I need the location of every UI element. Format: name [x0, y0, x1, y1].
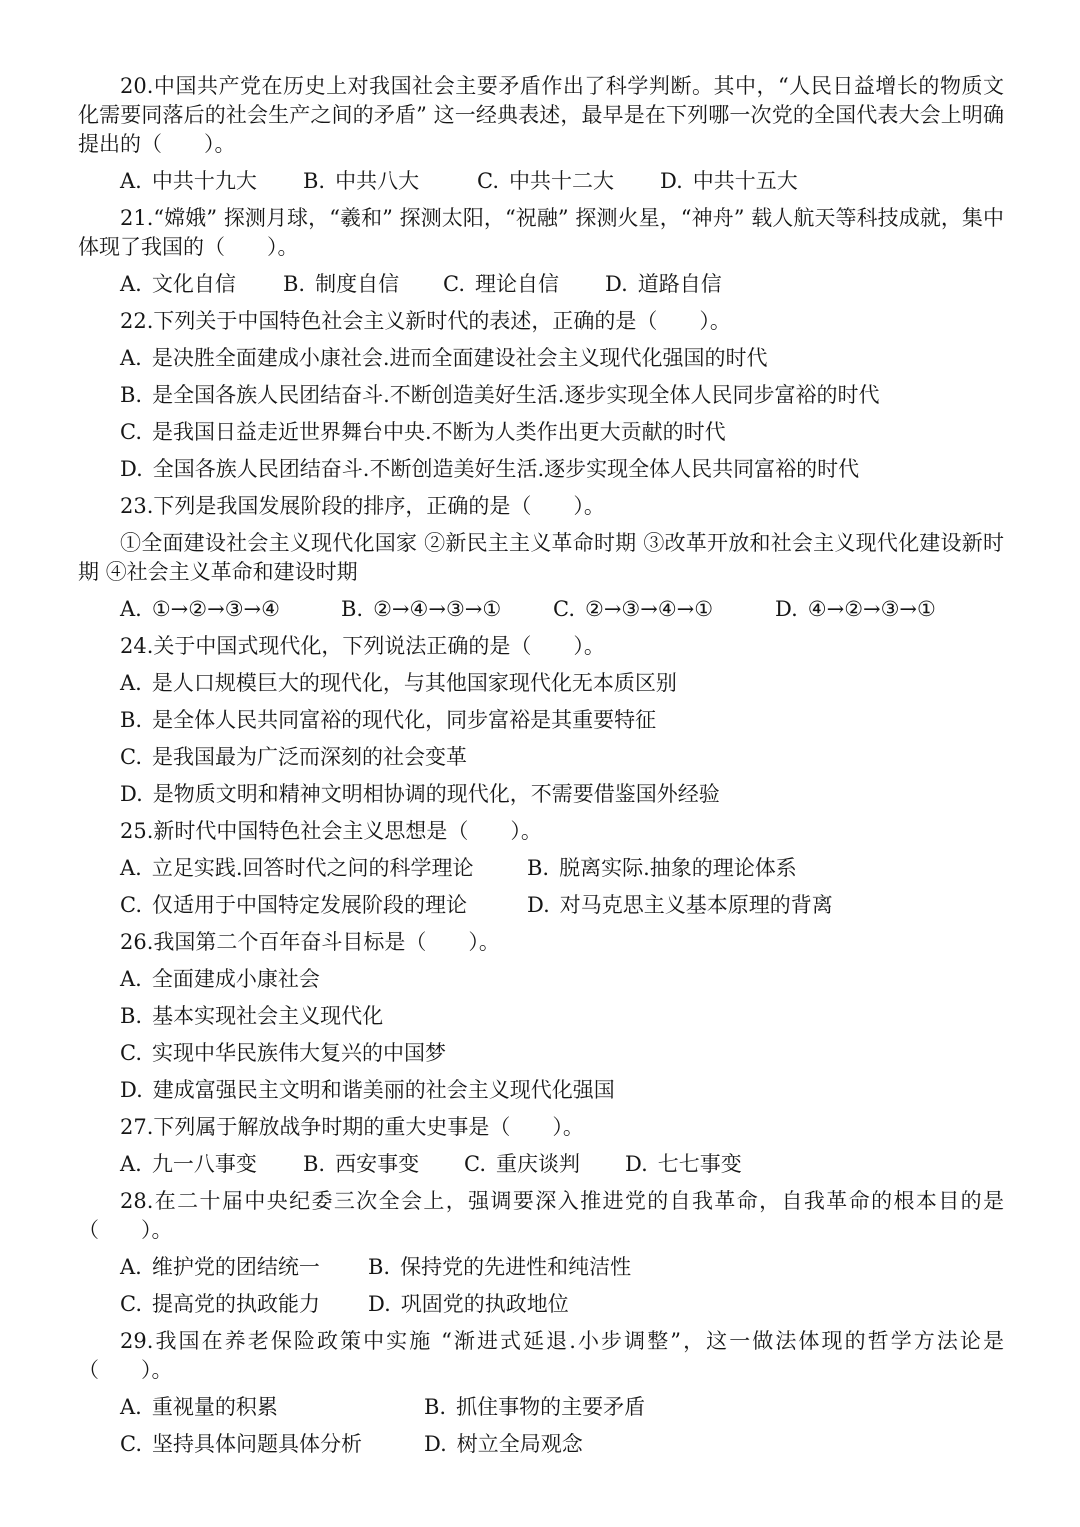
question-26-option-c: [78, 1039, 1004, 1068]
question-text: 中国共产党在历史上对我国社会主要矛盾作出了科学判断。其中，“人民日益增长的物质文化需要同落后的社会生产之间的矛盾” 这一经典表述，最早是在下列哪一次党的全国代表大会上明确提出的（ ）。: [78, 74, 1004, 156]
option-b: [120, 706, 656, 735]
question-29-options-cd: [78, 1430, 1004, 1459]
option-text: 全国各族人民团结奋斗.不断创造美好生活.逐步实现全体人民共同富裕的时代: [152, 457, 860, 481]
option-c: [120, 1290, 368, 1319]
question-number: 23.: [120, 494, 154, 518]
option-text: 是物质文明和精神文明相协调的现代化，不需要借鉴国外经验: [152, 782, 720, 806]
option-text: 是我国日益走近世界舞台中央.不断为人类作出更大贡献的时代: [152, 420, 726, 444]
option-b: [303, 167, 477, 196]
option-c: [120, 418, 726, 447]
option-b: [424, 1393, 645, 1422]
sequence-item: ③改革开放和社会主义现代化建设新时期: [78, 531, 1004, 584]
option-d: [775, 595, 936, 624]
option-d: [120, 455, 859, 484]
question-number: 20.: [120, 74, 154, 98]
option-letter: D.: [625, 1152, 648, 1176]
option-letter: C.: [120, 1041, 142, 1065]
option-text: 是我国最为广泛而深刻的社会变革: [152, 745, 467, 769]
option-letter: C.: [120, 1292, 142, 1316]
option-letter: B.: [341, 597, 364, 621]
question-27-stem: [78, 1113, 1004, 1142]
question-20-options: [78, 167, 1004, 196]
option-text: 树立全局观念: [456, 1432, 583, 1456]
option-letter: A.: [120, 967, 142, 991]
question-28-options-ab: [78, 1253, 1004, 1282]
option-c: [120, 743, 467, 772]
option-text: 中共十五大: [692, 169, 798, 193]
option-text: 七七事变: [657, 1152, 742, 1176]
question-29-stem: [78, 1327, 1004, 1385]
option-text: 坚持具体问题具体分析: [152, 1432, 362, 1456]
option-text: 中共十九大: [151, 169, 257, 193]
option-letter: C.: [120, 745, 142, 769]
option-text: 对马克思主义基本原理的背离: [559, 893, 833, 917]
option-d: [368, 1290, 569, 1319]
option-text: 是全国各族人民团结奋斗.不断创造美好生活.逐步实现全体人民同步富裕的时代: [152, 383, 880, 407]
option-letter: D.: [120, 782, 143, 806]
option-b: [368, 1253, 631, 1282]
option-text: 理论自信: [475, 272, 559, 296]
option-letter: D.: [120, 1078, 143, 1102]
option-a: [120, 854, 527, 883]
question-26-option-b: [78, 1002, 1004, 1031]
option-text: 全面建成小康社会: [151, 967, 320, 991]
option-b: [527, 854, 797, 883]
option-letter: B.: [120, 708, 143, 732]
question-number: 28.: [120, 1189, 154, 1213]
option-text: 是人口规模巨大的现代化，与其他国家现代化无本质区别: [151, 671, 677, 695]
option-letter: D.: [120, 457, 143, 481]
question-number: 24.: [120, 634, 154, 658]
question-26-option-d: [78, 1076, 1004, 1105]
option-text: 九一八事变: [151, 1152, 257, 1176]
option-text: 道路自信: [637, 272, 722, 296]
question-text: 我国在养老保险政策中实施 “渐进式延退.小步调整”，这一做法体现的哲学方法论是（ ）。: [78, 1329, 1004, 1382]
option-b: [341, 595, 553, 624]
option-letter: A.: [120, 1255, 142, 1279]
question-24-option-a: [78, 669, 1004, 698]
option-letter: D.: [775, 597, 798, 621]
option-letter: C.: [464, 1152, 486, 1176]
option-text: 巩固党的执政地位: [400, 1292, 569, 1316]
question-text: “嫦娥” 探测月球，“羲和” 探测太阳，“祝融” 探测火星，“神舟” 载人航天等科技成就，集中体现了我国的（ ）。: [78, 206, 1004, 259]
option-text: 是决胜全面建成小康社会.进而全面建设社会主义现代化强国的时代: [151, 346, 768, 370]
question-24-option-d: [78, 780, 1004, 809]
question-23-sequence-items: [78, 529, 1004, 587]
option-text: 维护党的团结统一: [151, 1255, 320, 1279]
option-text: 提高党的执政能力: [152, 1292, 320, 1316]
option-d: [120, 780, 720, 809]
question-26-stem: [78, 928, 1004, 957]
question-22-option-c: [78, 418, 1004, 447]
option-c: [477, 167, 660, 196]
question-24-stem: [78, 632, 1004, 661]
option-text: 实现中华民族伟大复兴的中国梦: [152, 1041, 446, 1065]
question-23-options: [78, 595, 1004, 624]
question-22-option-b: [78, 381, 1004, 410]
option-b: [303, 1150, 464, 1179]
option-text: ④→②→③→①: [807, 597, 936, 621]
option-d: [424, 1430, 583, 1459]
question-27-options: [78, 1150, 1004, 1179]
option-letter: C.: [477, 169, 499, 193]
question-text: 下列关于中国特色社会主义新时代的表述，正确的是（ ）。: [153, 309, 731, 333]
option-d: [625, 1150, 742, 1179]
question-list: [78, 72, 1004, 1467]
option-b: [283, 270, 443, 299]
question-text: 我国第二个百年奋斗目标是（ ）。: [153, 930, 500, 954]
option-a: [120, 595, 341, 624]
option-letter: A.: [120, 671, 142, 695]
option-text: 文化自信: [151, 272, 236, 296]
option-a: [120, 1150, 303, 1179]
question-22-option-d: [78, 455, 1004, 484]
question-number: 27.: [120, 1115, 154, 1139]
option-text: 抓住事物的主要矛盾: [456, 1395, 646, 1419]
option-text: 西安事变: [335, 1152, 420, 1176]
option-b: [120, 1002, 383, 1031]
option-a: [120, 270, 283, 299]
option-text: ②→④→③→①: [373, 597, 502, 621]
question-text: 下列是我国发展阶段的排序，正确的是（ ）。: [153, 494, 605, 518]
option-c: [443, 270, 605, 299]
option-text: 中共十二大: [509, 169, 614, 193]
option-text: 重庆谈判: [496, 1152, 580, 1176]
option-text: 中共八大: [335, 169, 420, 193]
option-letter: A.: [120, 346, 142, 370]
question-25-options-ab: [78, 854, 1004, 883]
option-letter: C.: [120, 893, 142, 917]
option-text: 制度自信: [315, 272, 400, 296]
option-letter: C.: [553, 597, 575, 621]
option-b: [120, 381, 879, 410]
question-28-stem: [78, 1187, 1004, 1245]
question-text: 下列属于解放战争时期的重大史事是（ ）。: [153, 1115, 584, 1139]
option-text: 是全体人民共同富裕的现代化，同步富裕是其重要特征: [152, 708, 657, 732]
question-22-stem: [78, 307, 1004, 336]
question-number: 26.: [120, 930, 154, 954]
option-letter: A.: [120, 169, 142, 193]
option-c: [464, 1150, 625, 1179]
option-a: [120, 344, 768, 373]
question-28-options-cd: [78, 1290, 1004, 1319]
option-d: [120, 1076, 615, 1105]
option-text: 建成富强民主文明和谐美丽的社会主义现代化强国: [152, 1078, 615, 1102]
option-letter: B.: [527, 856, 550, 880]
option-letter: B.: [120, 1004, 143, 1028]
option-text: 基本实现社会主义现代化: [152, 1004, 384, 1028]
sequence-item: ②新民主主义革命时期: [424, 531, 637, 555]
question-26-option-a: [78, 965, 1004, 994]
sequence-item: ①全面建设社会主义现代化国家: [120, 531, 418, 555]
option-text: 保持党的先进性和纯洁性: [400, 1255, 632, 1279]
option-letter: B.: [283, 272, 306, 296]
question-text: 新时代中国特色社会主义思想是（ ）。: [153, 819, 542, 843]
question-number: 29.: [120, 1329, 154, 1353]
question-20-stem: [78, 72, 1004, 159]
question-text: 关于中国式现代化，下列说法正确的是（ ）。: [153, 634, 605, 658]
option-letter: A.: [120, 597, 142, 621]
option-a: [120, 669, 677, 698]
option-c: [553, 595, 775, 624]
question-number: 21.: [120, 206, 154, 230]
option-a: [120, 1393, 424, 1422]
option-text: ②→③→④→①: [585, 597, 714, 621]
question-29-options-ab: [78, 1393, 1004, 1422]
option-c: [120, 1039, 446, 1068]
option-a: [120, 167, 303, 196]
option-d: [527, 891, 833, 920]
option-letter: A.: [120, 856, 142, 880]
option-a: [120, 965, 320, 994]
sequence-item: ④社会主义革命和建设时期: [105, 560, 358, 584]
option-letter: B.: [120, 383, 143, 407]
question-25-stem: [78, 817, 1004, 846]
question-number: 25.: [120, 819, 154, 843]
option-letter: C.: [120, 420, 142, 444]
option-letter: D.: [527, 893, 550, 917]
option-letter: A.: [120, 1152, 142, 1176]
option-a: [120, 1253, 368, 1282]
option-c: [120, 891, 527, 920]
question-23-stem: [78, 492, 1004, 521]
option-letter: A.: [120, 1395, 142, 1419]
option-letter: D.: [424, 1432, 447, 1456]
question-24-option-c: [78, 743, 1004, 772]
option-letter: C.: [443, 272, 465, 296]
option-text: 脱离实际.抽象的理论体系: [559, 856, 797, 880]
question-25-options-cd: [78, 891, 1004, 920]
question-22-option-a: [78, 344, 1004, 373]
question-text: 在二十届中央纪委三次全会上，强调要深入推进党的自我革命，自我革命的根本目的是（ ）。: [78, 1189, 1004, 1242]
option-letter: B.: [368, 1255, 391, 1279]
option-text: 立足实践.回答时代之问的科学理论: [151, 856, 474, 880]
option-d: [660, 167, 798, 196]
option-letter: B.: [303, 169, 326, 193]
option-d: [605, 270, 722, 299]
option-c: [120, 1430, 424, 1459]
question-24-option-b: [78, 706, 1004, 735]
question-number: 22.: [120, 309, 154, 333]
option-text: ①→②→③→④: [151, 597, 280, 621]
question-21-options: [78, 270, 1004, 299]
option-letter: B.: [303, 1152, 326, 1176]
option-letter: B.: [424, 1395, 447, 1419]
option-text: 重视量的积累: [151, 1395, 278, 1419]
option-letter: D.: [660, 169, 683, 193]
option-letter: C.: [120, 1432, 142, 1456]
question-21-stem: [78, 204, 1004, 262]
option-text: 仅适用于中国特定发展阶段的理论: [152, 893, 467, 917]
option-letter: D.: [368, 1292, 391, 1316]
option-letter: D.: [605, 272, 628, 296]
option-letter: A.: [120, 272, 142, 296]
